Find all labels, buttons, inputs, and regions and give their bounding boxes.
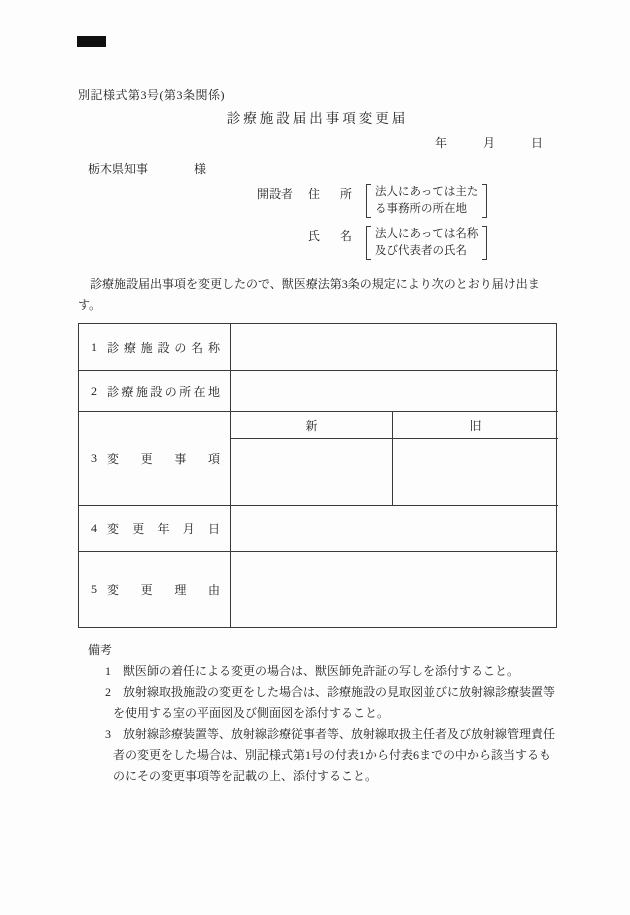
row-label-facility-name (79, 324, 231, 371)
applicant-name-row (257, 225, 557, 261)
name-note-line2: 及び代表者の氏名 (375, 245, 468, 257)
remark-text: 放射線診療装置等、放射線診療従事者等、放射線取扱主任者及び放射線管理責任者の変更をした場合は、別記様式第1号の付表1から付表6までの中から該当するものにその変更事項等を記載の上、添付すること。 (113, 727, 556, 783)
facility-address-input-cell[interactable] (231, 371, 558, 412)
facility-name-input-cell[interactable] (231, 324, 558, 371)
name-bracket-note (366, 225, 487, 261)
form-number: 別記様式第3号(第3条関係) (78, 88, 225, 102)
column-header-new: 新 (231, 412, 393, 439)
applicant-block (257, 183, 557, 261)
row-label-text: 診 療 施 設 の 所 在 地 (107, 384, 220, 399)
row-label-text: 変 更 事 項 (107, 452, 220, 466)
row-label-change-date (79, 506, 231, 552)
address-note-line2: る事務所の所在地 (375, 203, 468, 215)
addressee-line (88, 160, 557, 177)
remark-number: 3 (105, 727, 111, 741)
change-reason-input-cell[interactable] (231, 552, 558, 627)
changed-item-old-input-cell[interactable] (393, 439, 558, 506)
address-label: 住 所 (308, 187, 357, 201)
addressee-name: 栃木県知事 (88, 162, 149, 176)
address-bracket-note (366, 183, 487, 219)
row-number: 3 (91, 451, 97, 465)
row-label-change-reason (79, 552, 231, 627)
applicant-address-row (257, 183, 557, 219)
change-date-input-cell[interactable] (231, 506, 558, 552)
addressee-honorific: 様 (194, 162, 207, 176)
remark-text: 放射線取扱施設の変更をした場合は、診療施設の見取図並びに放射線診療装置等を使用する室の平面図及び側面図を添付すること。 (113, 685, 556, 720)
scan-artifact (77, 36, 106, 47)
remark-number: 1 (105, 664, 111, 678)
row-label-changed-items (79, 412, 231, 506)
remark-text: 獣医師の着任による変更の場合は、獣医師免許証の写しを添付すること。 (123, 664, 520, 678)
row-number: 2 (91, 383, 97, 398)
remark-item-2 (105, 682, 557, 724)
remarks-section (78, 640, 557, 787)
row-label-facility-address (79, 371, 231, 412)
date-line: 年 月 日 (434, 136, 547, 150)
intro-paragraph: 診療施設届出事項を変更したので、獣医療法第3条の規定により次のとおり届け出ます。 (78, 277, 540, 312)
remark-number: 2 (105, 685, 111, 699)
row-number: 1 (91, 339, 97, 354)
column-header-old: 旧 (393, 412, 558, 439)
changed-item-new-input-cell[interactable] (231, 439, 393, 506)
name-note-line1: 法人にあっては名称 (375, 228, 479, 240)
row-label-text: 変 更 理 由 (107, 583, 220, 597)
applicant-label: 開設者 (257, 187, 294, 201)
name-label: 氏 名 (308, 229, 357, 243)
address-note-line1: 法人にあっては主た (375, 186, 479, 198)
change-notification-table (78, 323, 557, 628)
form-title: 診療施設届出事項変更届 (226, 111, 409, 126)
row-number: 4 (91, 521, 97, 535)
row-label-text: 変 更 年 月 日 (107, 522, 220, 536)
row-label-text: 診 療 施 設 の 名 称 (107, 340, 220, 355)
remarks-title: 備考 (88, 643, 113, 657)
remark-item-1 (105, 661, 557, 682)
applicant-label-spacer (257, 225, 294, 227)
row-number: 5 (91, 582, 97, 596)
remark-item-3 (105, 724, 557, 787)
